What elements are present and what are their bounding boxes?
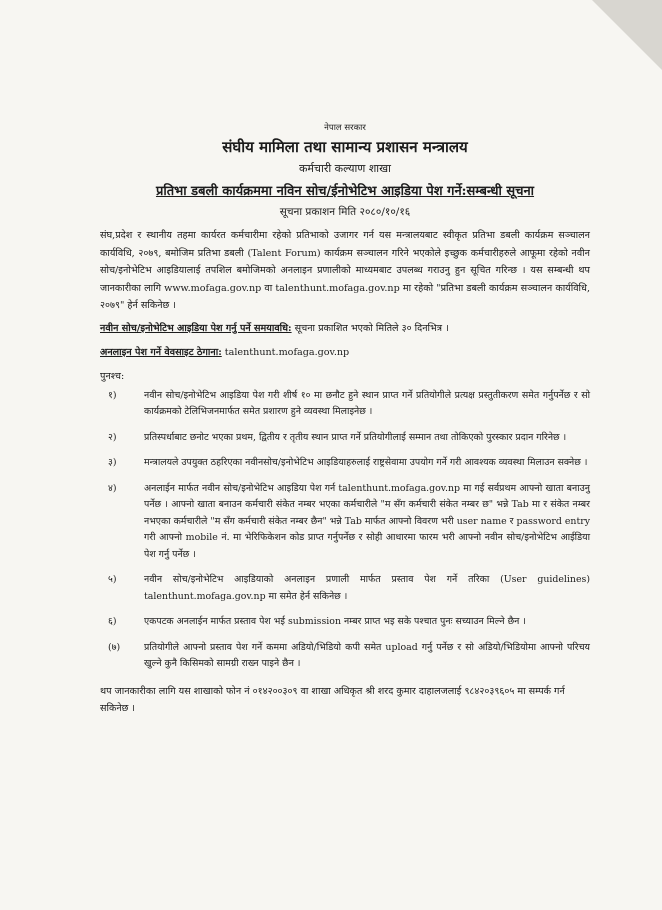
- page-fold: [592, 0, 662, 70]
- note-number: ६): [108, 616, 117, 627]
- deadline-value: सूचना प्रकाशित भएको मितिले ३० दिनभित्र ।: [291, 322, 449, 334]
- note-item: [100, 572, 590, 605]
- note-number: २): [108, 431, 117, 443]
- website-value: talenthunt.mofaga.gov.np: [221, 346, 350, 358]
- note-item: [100, 455, 590, 472]
- website-label: अनलाइन पेश गर्ने वेवसाइट ठेगाना:: [100, 346, 222, 358]
- notes-heading: पुनश्च:: [100, 370, 125, 382]
- notice-title: प्रतिभा डबली कार्यक्रममा नविन सोच/ईनोभेटिभ आइडिया पेश गर्ने:सम्बन्धी सूचना: [155, 184, 535, 199]
- ministry-title: संघीय मामिला तथा सामान्य प्रशासन मन्त्रालय: [222, 138, 468, 156]
- note-number: (७): [108, 641, 121, 653]
- note-text: प्रतिस्पर्धाबाट छनोट भएका प्रथम, द्वितीय र तृतीय स्थान प्राप्त गर्ने प्रतियोगीलाई सम्मान तथा तोकिएको पुरस्कार प्रदान गरिनेछ ।: [144, 431, 567, 443]
- note-number: १): [108, 389, 117, 401]
- note-text: प्रतियोगीले आफ्नो प्रस्ताव पेश गर्ने कममा अडियो/भिडियो कपी समेत upload गर्नु पर्नेछ र सो अडियो/भिडियोमा आफ्नो परिचय खुल्ने कुनै किसिमको सामग्री राख्न पाइने छैन ।: [144, 641, 590, 669]
- publication-date: सूचना प्रकाशन मिति २०८०/१०/१६: [279, 206, 411, 218]
- notes-list: [100, 388, 590, 673]
- note-item: [100, 640, 590, 673]
- deadline-line: [100, 321, 590, 337]
- note-item: [100, 481, 590, 564]
- note-text: नवीन सोच/इनोभेटिभ आइडियाको अनलाइन प्रणाली मार्फत प्रस्ताव पेश गर्ने तरिका (User guidelines) talenthunt.mofaga.gov.np मा समेत हेर्न सकिनेछ ।: [144, 574, 590, 602]
- note-number: ३): [108, 457, 117, 468]
- deadline-label: नवीन सोच/इनोभेटिभ आइडिया पेश गर्नु पर्ने समयावधि:: [100, 322, 292, 334]
- note-item: [100, 430, 590, 447]
- note-text: मन्त्रालयले उपयुक्त ठहरिएका नवीनसोच/इनोभेटिभ आइडियाहरुलाई राष्ट्रसेवामा उपयोग गर्ने गरी आवश्यक व्यवस्था मिलाउन सक्नेछ ।: [144, 457, 588, 468]
- notice-content: [100, 122, 590, 726]
- section-name: कर्मचारी कल्याण शाखा: [298, 162, 392, 175]
- note-text: अनलाईन मार्फत नवीन सोच/इनोभेटिभ आइडिया पेश गर्न talenthunt.mofaga.gov.np मा गई सर्वप्रथम आफ्नो खाता बनाउनु पर्नेछ । आफ्नो खाता बनाउन कर्मचारी संकेत नम्बर भएका कर्मचारीले "म सँग कर्मचारी संकेत नम्बर छ" भन्ने Tab मा र संकेत नम्बर नभएका कर्मचारीले "म सँग कर्मचारी संकेत नम्बर छैन" भन्ने Tab मार्फत आफ्नो विवरण भरी user name र password entry गरी आफ्नो mobile नं. मा भेरिफिकेशन कोड प्राप्त गर्नुपर्नेछ र सोही आधारमा फारम भरी आफ्नो नवीन सोच/इनोभेटिभ आईडिया पेश गर्नु पर्नेछ ।: [144, 482, 590, 560]
- note-number: ४): [108, 482, 117, 494]
- note-number: ५): [108, 574, 117, 585]
- note-text: एकपटक अनलाईन मार्फत प्रस्ताव पेश भई submission नम्बर प्राप्त भइ सके पश्चात पुनः सच्याउन मिल्ने छैन ।: [144, 616, 526, 627]
- website-line: [100, 345, 590, 361]
- note-item: [100, 388, 590, 421]
- contact-footer: थप जानकारीका लागि यस शाखाको फोन नं ०१४२००३०९ वा शाखा अधिकृत श्री शरद कुमार दाहालजलाई ९८४२०३९६०५ मा सम्पर्क गर्न सकिनेछ ।: [100, 685, 565, 714]
- govt-label: नेपाल सरकार: [324, 123, 366, 133]
- note-text: नवीन सोच/इनोभेटिभ आइडिया पेश गरी शीर्ष १० मा छनौट हुने स्थान प्राप्त गर्ने प्रतियोगीले प्रत्यक्ष प्रस्तुतीकरण समेत गर्नुपर्नेछ र सो कार्यक्रमको टेलिभिजनमार्फत समेत प्रशारण हुने व्यवस्था मिलाइनेछ ।: [144, 389, 590, 417]
- intro-paragraph: संघ,प्रदेश र स्थानीय तहमा कार्यरत कर्मचारीमा रहेको प्रतिभाको उजागर गर्न यस मन्त्रालयबाट स्वीकृत प्रतिभा डबली कार्यक्रम सञ्चालन कार्यविधि, २०७९, बमोजिम प्रतिभा डबली (Talent Forum) कार्यक्रम सञ्चालन गरिने भएकोले इच्छुक कर्मचारीहरुले आफूमा रहेको नवीन सोच/इनोभेटिभ आइडियालाई तपशिल बमोजिमको अनलाइन प्रणालीको माध्यमबाट उपलब्ध गराउनु हुन सूचित गरिन्छ । यस सम्बन्धी थप जानकारीका लागि www.mofaga.gov.np वा talenthunt.mofaga.gov.np मा रहेको "प्रतिभा डबली कार्यक्रम सञ्चालन कार्यविधि, २०७९" हेर्न सकिनेछ ।: [100, 230, 590, 311]
- note-item: [100, 614, 590, 631]
